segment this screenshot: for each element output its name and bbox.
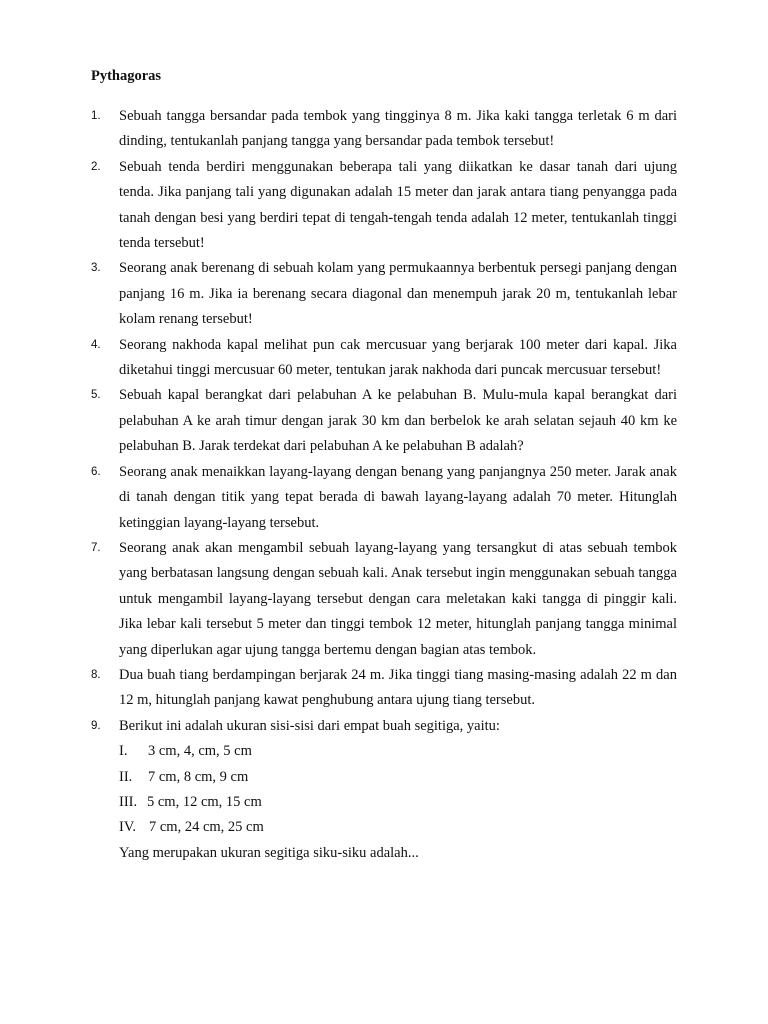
option-label: IV. (119, 819, 137, 836)
option-text: 7 cm, 24 cm, 25 cm (149, 819, 264, 836)
question-item (91, 714, 677, 866)
question-item (91, 256, 677, 332)
question-text: Berikut ini adalah ukuran sisi-sisi dari empat buah segitiga, yaitu: (119, 717, 500, 734)
question-text: Seorang anak menaikkan layang-layang dengan benang yang panjangnya 250 meter. Jarak anak di tanah dengan titik yang tepat berada di bawah layang-layang adalah 70 meter. Hitunglah ketinggian layang-layang tersebut. (119, 463, 677, 531)
question-number: 4. (91, 338, 101, 351)
question-item (91, 155, 677, 257)
question-text: Sebuah kapal berangkat dari pelabuhan A ke pelabuhan B. Mulu-mula kapal berangkat dari pelabuhan A ke arah timur dengan jarak 30 km dan berbelok ke arah selatan sejauh 40 km ke pelabuhan B. Jarak terdekat dari pelabuhan A ke pelabuhan B adalah? (119, 387, 677, 455)
question-text: Seorang nakhoda kapal melihat pun cak mercusuar yang berjarak 100 meter dari kapal. Jika diketahui tinggi mercusuar 60 meter, tentukan jarak nakhoda dari puncak mercusuar tersebut! (119, 336, 677, 379)
question-list (91, 104, 677, 866)
option-row (119, 739, 677, 764)
question-text: Dua buah tiang berdampingan berjarak 24 m. Jika tinggi tiang masing-masing adalah 22 m dan 12 m, hitunglah panjang kawat penghubung antara ujung tiang tersebut. (119, 666, 677, 709)
option-text: 5 cm, 12 cm, 15 cm (147, 793, 262, 810)
question-item (91, 663, 677, 714)
document-title: Pythagoras (91, 68, 162, 84)
option-row (119, 765, 677, 790)
question-item (91, 104, 677, 155)
question-text: Seorang anak berenang di sebuah kolam yang permukaannya berbentuk persegi panjang dengan panjang 16 m. Jika ia berenang secara diagonal dan menempuh jarak 20 m, tentukanlah lebar kolam renang tersebut! (119, 260, 677, 328)
option-label: I. (119, 743, 128, 760)
question-number: 5. (91, 389, 101, 402)
option-label: II. (119, 768, 133, 785)
option-row (119, 790, 677, 815)
question-text: Seorang anak akan mengambil sebuah layang-layang yang tersangkut di atas sebuah tembok yang berbatasan langsung dengan sebuah kali. Anak tersebut ingin menggunakan sebuah tangga untuk mengambil layang-layang tersebut dengan cara meletakan kaki tangga di pinggir kali. Jika lebar kali tersebut 5 meter dan tinggi tembok 12 meter, hitunglah panjang tangga minimal yang diperlukan agar ujung tangga bertemu dengan bagian atas tembok. (119, 539, 677, 658)
question-text: Sebuah tenda berdiri menggunakan beberapa tali yang diikatkan ke dasar tanah dari ujung tenda. Jika panjang tali yang digunakan adalah 15 meter dan jarak antara tiang penyangga pada tanah dengan besi yang berdiri tepat di tengah-tengah tenda adalah 12 meter, tentukanlah tinggi tenda tersebut! (119, 158, 677, 252)
option-text: 3 cm, 4, cm, 5 cm (148, 743, 252, 760)
question-number: 9. (91, 719, 101, 732)
question-item (91, 333, 677, 384)
option-label: III. (119, 793, 138, 810)
question-item (91, 460, 677, 536)
question-number: 6. (91, 465, 101, 478)
question-number: 7. (91, 541, 101, 554)
question-number: 2. (91, 160, 101, 173)
question-number: 8. (91, 668, 101, 681)
question-closing: Yang merupakan ukuran segitiga siku-siku adalah... (119, 844, 419, 861)
option-row (119, 815, 677, 840)
question-number: 1. (91, 110, 101, 122)
question-item (91, 536, 677, 663)
option-text: 7 cm, 8 cm, 9 cm (148, 768, 249, 785)
question-item (91, 383, 677, 459)
question-text: Sebuah tangga bersandar pada tembok yang tingginya 8 m. Jika kaki tangga terletak 6 m dari dinding, tentukanlah panjang tangga yang bersandar pada tembok tersebut! (119, 108, 677, 150)
question-number: 3. (91, 262, 101, 275)
